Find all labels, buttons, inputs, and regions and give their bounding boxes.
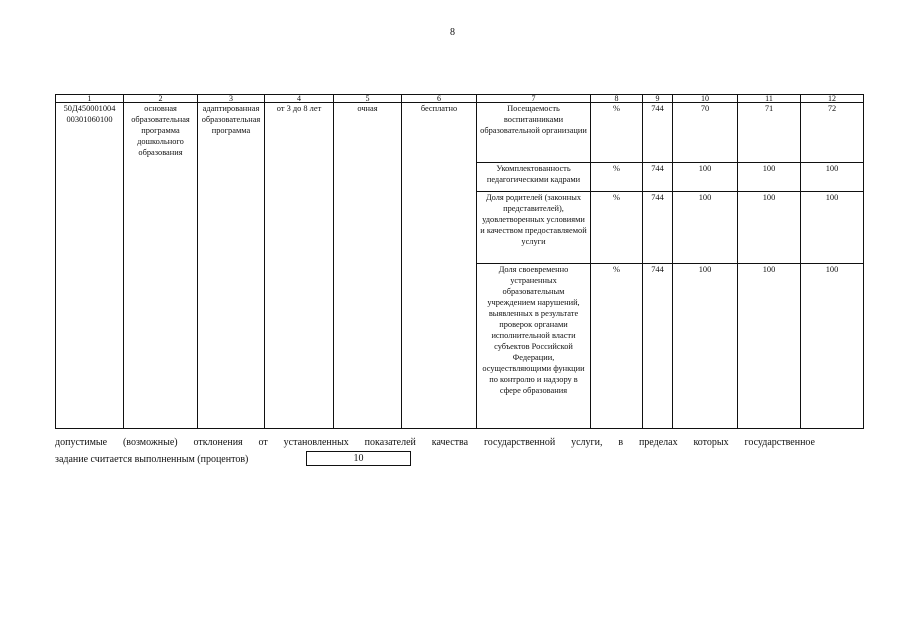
column-header: 12 xyxy=(801,95,864,103)
column-header: 6 xyxy=(402,95,477,103)
indicator-unit: % xyxy=(591,264,643,429)
indicator-unit: % xyxy=(591,192,643,264)
deviation-value-box: 10 xyxy=(306,451,411,466)
indicator-value: 100 xyxy=(801,264,864,429)
indicator-value: 100 xyxy=(738,264,801,429)
indicator-value: 100 xyxy=(673,264,738,429)
column-header: 11 xyxy=(738,95,801,103)
payment-type: бесплатно xyxy=(402,103,477,429)
column-header: 8 xyxy=(591,95,643,103)
indicator-name: Посещаемость воспитанниками образовательной организации xyxy=(477,103,591,163)
indicator-okei: 744 xyxy=(643,163,673,192)
quality-indicators-table xyxy=(55,94,864,429)
indicator-unit: % xyxy=(591,103,643,163)
indicator-name: Доля родителей (законных представителей), удовлетворенных условиями и качеством предоставляемой услуги xyxy=(477,192,591,264)
column-header: 2 xyxy=(124,95,198,103)
indicator-value: 71 xyxy=(738,103,801,163)
table-row xyxy=(56,103,864,163)
indicator-value: 100 xyxy=(673,192,738,264)
indicator-value: 100 xyxy=(738,163,801,192)
program-name: основная образовательная программа дошкольного образования xyxy=(124,103,198,429)
age-range: от 3 до 8 лет xyxy=(265,103,334,429)
indicator-value: 100 xyxy=(801,163,864,192)
deviation-note-line2: задание считается выполненным (процентов) xyxy=(55,454,249,465)
indicator-value: 100 xyxy=(673,163,738,192)
registry-code: 50Д450001004 00301060100 xyxy=(56,103,124,429)
indicator-unit: % xyxy=(591,163,643,192)
column-header: 10 xyxy=(673,95,738,103)
education-form: очная xyxy=(334,103,402,429)
program-type: адаптированная образовательная программа xyxy=(198,103,265,429)
column-header: 1 xyxy=(56,95,124,103)
indicator-name: Укомплектованность педагогическими кадрами xyxy=(477,163,591,192)
column-header: 5 xyxy=(334,95,402,103)
column-header: 9 xyxy=(643,95,673,103)
indicator-name: Доля своевременно устраненных образовательным учреждением нарушений, выявленных в результате проверок органами исполнительной власти субъектов Российской Федерации, осуществляющими функции по контролю и надзору в сфере образования xyxy=(477,264,591,429)
indicator-okei: 744 xyxy=(643,103,673,163)
header-row xyxy=(56,95,864,103)
indicator-okei: 744 xyxy=(643,264,673,429)
indicator-value: 100 xyxy=(801,192,864,264)
column-header: 3 xyxy=(198,95,265,103)
indicator-value: 72 xyxy=(801,103,864,163)
column-header: 7 xyxy=(477,95,591,103)
deviation-note-line1: допустимые (возможные) отклонения от установленных показателей качества государственной услуги, в пределах которых государственное xyxy=(55,437,815,448)
indicator-value: 100 xyxy=(738,192,801,264)
indicator-value: 70 xyxy=(673,103,738,163)
deviation-note xyxy=(55,434,815,468)
page-number: 8 xyxy=(450,27,455,38)
column-header: 4 xyxy=(265,95,334,103)
indicator-okei: 744 xyxy=(643,192,673,264)
